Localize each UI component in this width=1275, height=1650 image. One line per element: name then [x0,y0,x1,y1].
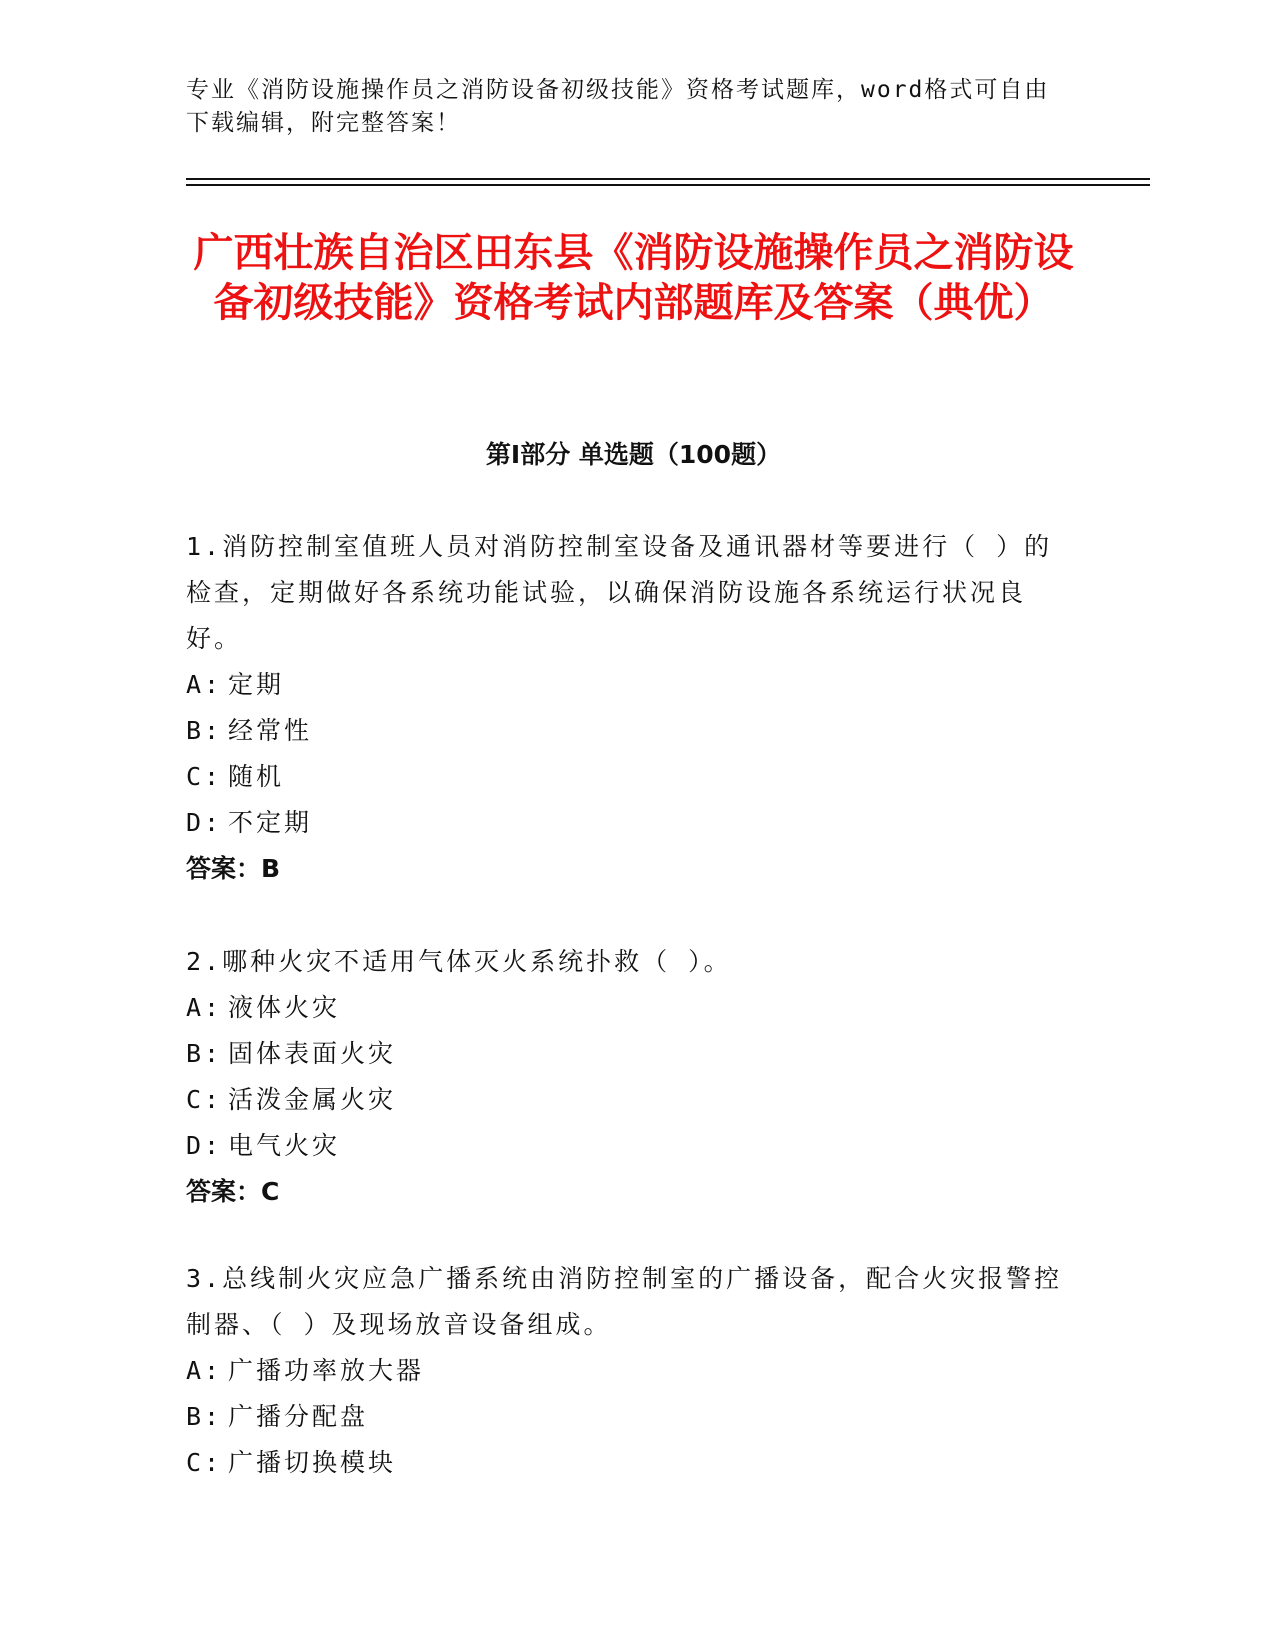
option-letter: C: [186,1085,223,1114]
header-rule-bottom [186,184,1150,186]
question-2 [186,939,1066,1215]
option-letter: B: [186,716,223,745]
option-c [186,1440,1066,1486]
option-text: 定期 [228,670,285,699]
option-text: 广播分配盘 [228,1402,369,1431]
option-letter: A: [186,993,223,1022]
option-text: 不定期 [228,808,313,837]
option-text: 广播功率放大器 [228,1356,425,1385]
option-c [186,1077,1066,1123]
option-letter: C: [186,1448,223,1477]
option-letter: D: [186,808,223,837]
option-letter: B: [186,1402,223,1431]
question-text: 1.消防控制室值班人员对消防控制室设备及通讯器材等要进行（ ）的检查，定期做好各系统功能试验，以确保消防设施各系统运行状况良好。 [186,532,1053,653]
option-b [186,1394,1066,1440]
option-b [186,1031,1066,1077]
option-letter: B: [186,1039,223,1068]
option-text: 液体火灾 [228,993,341,1022]
header-rule-top [186,178,1150,180]
option-text: 随机 [228,762,285,791]
question-3 [186,1256,1066,1486]
option-text: 广播切换模块 [228,1448,397,1477]
option-a [186,662,1066,708]
header-note: 专业《消防设施操作员之消防设备初级技能》资格考试题库，word格式可自由下载编辑，附完整答案！ [186,77,1050,136]
option-a [186,985,1066,1031]
option-letter: D: [186,1131,223,1160]
option-text: 经常性 [228,716,313,745]
option-d [186,1123,1066,1169]
question-text: 2.哪种火灾不适用气体灭火系统扑救（ ）。 [186,947,732,976]
answer: 答案：B [186,854,281,883]
question-text: 3.总线制火灾应急广播系统由消防控制室的广播设备，配合火灾报警控制器、（ ）及现场放音设备组成。 [186,1264,1063,1339]
option-c [186,754,1066,800]
option-text: 固体表面火灾 [228,1039,397,1068]
option-d [186,800,1066,846]
document-title: 广西壮族自治区田东县《消防设施操作员之消防设备初级技能》资格考试内部题库及答案（典优） [193,230,1074,326]
option-letter: A: [186,670,223,699]
question-1 [186,524,1066,892]
option-b [186,708,1066,754]
option-letter: A: [186,1356,223,1385]
section-heading: 第I部分 单选题（100题） [485,440,782,469]
answer: 答案：C [186,1177,280,1206]
option-a [186,1348,1066,1394]
option-text: 活泼金属火灾 [228,1085,397,1114]
option-text: 电气火灾 [228,1131,341,1160]
option-letter: C: [186,762,223,791]
